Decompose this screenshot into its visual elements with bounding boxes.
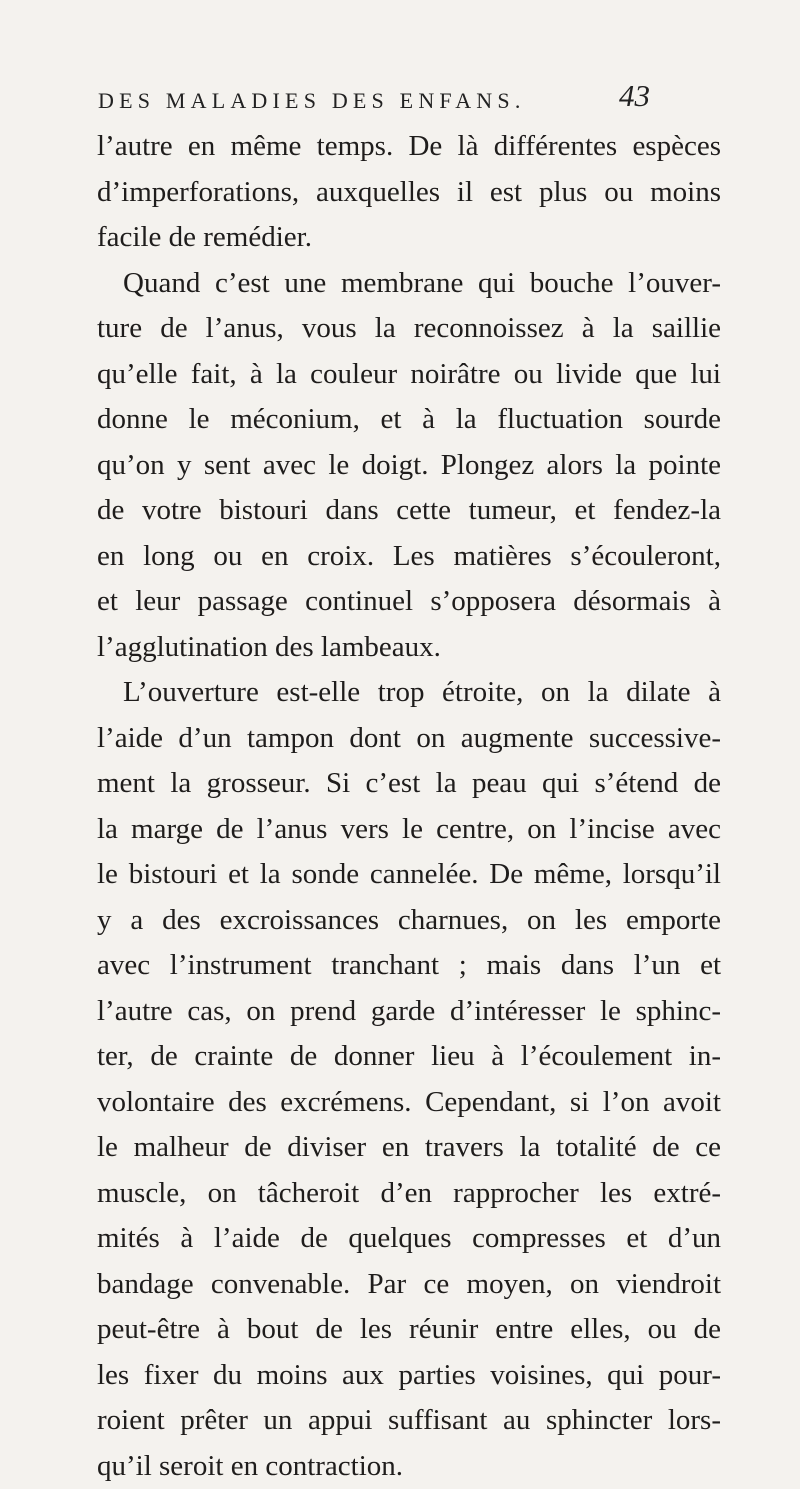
text-line: l’aide d’un tampon dont on augmente successive- (97, 716, 721, 762)
text-line: le malheur de diviser en travers la totalité de ce (97, 1125, 721, 1171)
text-line: facile de remédier. (97, 215, 721, 261)
text-line: y a des excroissances charnues, on les emporte (97, 898, 721, 944)
text-line: le bistouri et la sonde cannelée. De même, lorsqu’il (97, 852, 721, 898)
paragraph-start-line: L’ouverture est-elle trop étroite, on la dilate à (97, 670, 721, 716)
text-line: l’autre cas, on prend garde d’intéresser le sphinc- (97, 989, 721, 1035)
text-line: donne le méconium, et à la fluctuation sourde (97, 397, 721, 443)
text-line: ter, de crainte de donner lieu à l’écoulement in- (97, 1034, 721, 1080)
text-line: qu’il seroit en contraction. (97, 1444, 721, 1489)
text-line: la marge de l’anus vers le centre, on l’incise avec (97, 807, 721, 853)
body-text (97, 124, 721, 1489)
text-line: avec l’instrument tranchant ; mais dans l’un et (97, 943, 721, 989)
text-line: en long ou en croix. Les matières s’écouleront, (97, 534, 721, 580)
text-line: volontaire des excrémens. Cependant, si l’on avoit (97, 1080, 721, 1126)
text-line: bandage convenable. Par ce moyen, on viendroit (97, 1262, 721, 1308)
text-line: ment la grosseur. Si c’est la peau qui s’étend de (97, 761, 721, 807)
text-line: les fixer du moins aux parties voisines, qui pour- (97, 1353, 721, 1399)
text-line: muscle, on tâcheroit d’en rapprocher les extré- (97, 1171, 721, 1217)
text-line: mités à l’aide de quelques compresses et d’un (97, 1216, 721, 1262)
running-title: DES MALADIES DES ENFANS. (98, 88, 526, 114)
text-line: qu’elle fait, à la couleur noirâtre ou livide que lui (97, 352, 721, 398)
paragraph-start-line: Quand c’est une membrane qui bouche l’ouver- (97, 261, 721, 307)
page-number: 43 (619, 78, 650, 114)
text-line: roient prêter un appui suffisant au sphincter lors- (97, 1398, 721, 1444)
text-line: qu’on y sent avec le doigt. Plongez alors la pointe (97, 443, 721, 489)
text-line: ture de l’anus, vous la reconnoissez à la saillie (97, 306, 721, 352)
text-line: de votre bistouri dans cette tumeur, et fendez-la (97, 488, 721, 534)
text-line: peut-être à bout de les réunir entre elles, ou de (97, 1307, 721, 1353)
text-line: et leur passage continuel s’opposera désormais à (97, 579, 721, 625)
text-line: d’imperforations, auxquelles il est plus ou moins (97, 170, 721, 216)
text-line: l’agglutination des lambeaux. (97, 625, 721, 671)
running-head (98, 78, 678, 118)
text-line: l’autre en même temps. De là différentes espèces (97, 124, 721, 170)
